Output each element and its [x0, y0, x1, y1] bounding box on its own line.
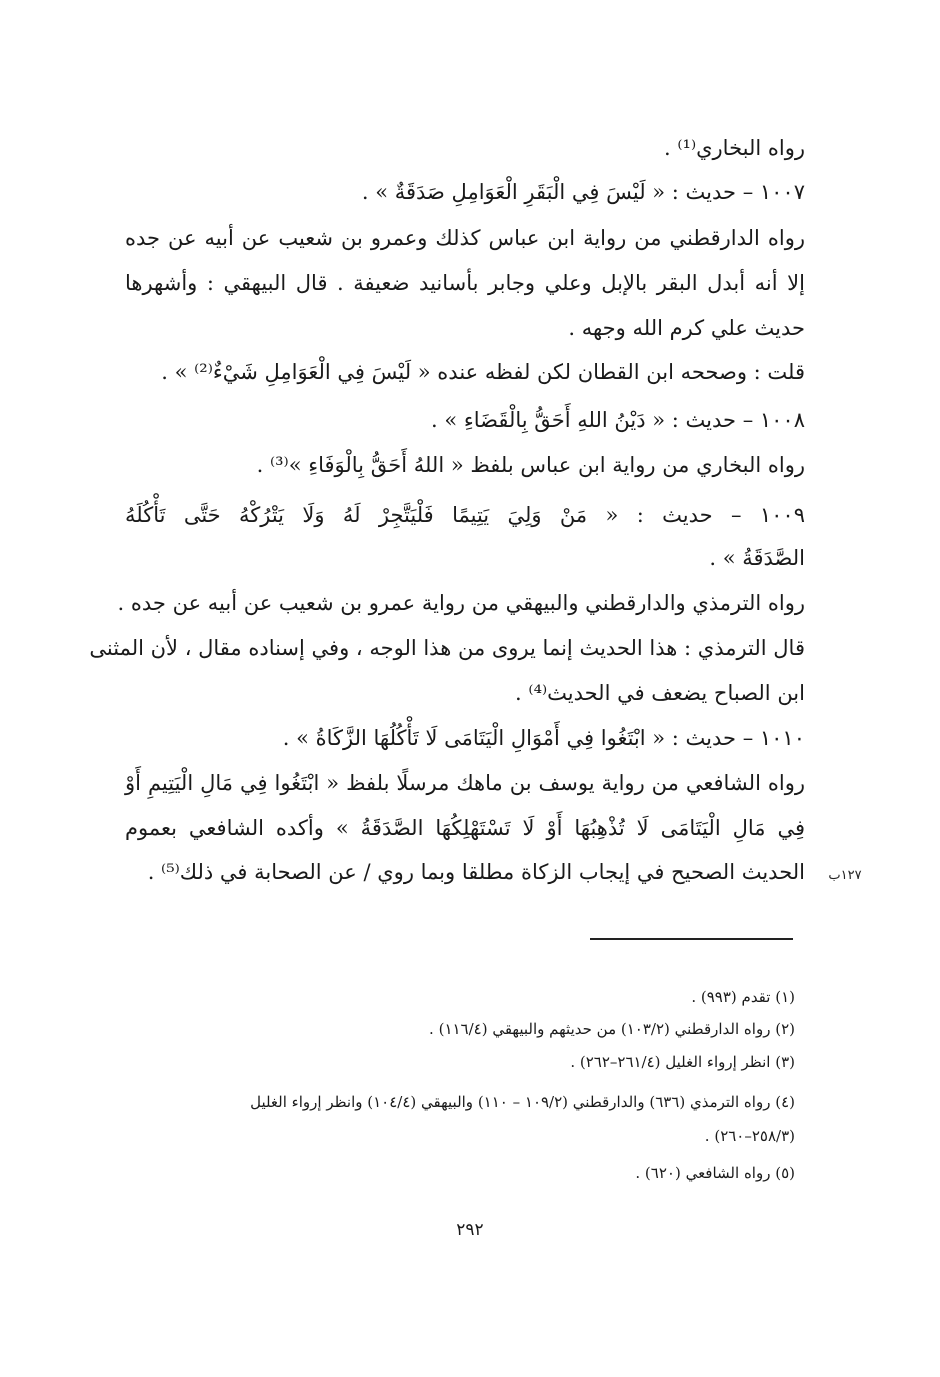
text-line: الصَّدَقَةُ » .	[709, 546, 805, 570]
footnote: (٥) رواه الشافعي (٦٢٠) .	[635, 1164, 795, 1182]
footnote-divider	[590, 938, 793, 940]
text-line: قلت : وصححه ابن القطان لكن لفظه عنده « لَيْسَ فِي الْعَوَامِلِ شَيْءٌ⁽²⁾ » .	[161, 360, 805, 384]
hadith-heading: ١٠٠٩ – حديث : « مَنْ وَلِيَ يَتِيمًا فَلْيَتَّجِرْ لَهُ وَلَا يَتْرُكْهُ حَتَّى تَأْكُلَهُ	[125, 503, 805, 527]
hadith-heading: ١٠٠٧ – حديث : « لَيْسَ فِي الْبَقَرِ الْعَوَامِلِ صَدَقَةٌ » .	[361, 180, 805, 204]
text-line: رواه الدارقطني من رواية ابن عباس كذلك وعمرو بن شعيب عن أبيه عن جده	[125, 226, 805, 250]
text-line: رواه البخاري من رواية ابن عباس بلفظ « اللهُ أَحَقُّ بِالْوَفَاءِ »⁽³⁾ .	[256, 453, 805, 477]
text-line: ابن الصباح يضعف في الحديث⁽⁴⁾ .	[515, 681, 805, 705]
footnote: (٤) رواه الترمذي (٦٣٦) والدارقطني (١٠٩/٢ – ١١٠) والبيهقي (١٠٤/٤) وانظر إرواء الغليل	[250, 1093, 795, 1111]
hadith-heading: ١٠١٠ – حديث : « ابْتَغُوا فِي أَمْوَالِ الْيَتَامَى لَا تَأْكُلُهَا الزَّكَاةُ » .	[282, 726, 805, 750]
text-line: رواه البخاري⁽¹⁾ .	[664, 136, 805, 160]
manuscript-folio-marker: ١٢٧ب	[828, 868, 862, 883]
text-line: رواه الشافعي من رواية يوسف بن ماهك مرسلًا بلفظ « ابْتَغُوا فِي مَالِ الْيَتِيمِ أَوْ	[125, 771, 805, 795]
footnote: (٢) رواه الدارقطني (١٠٣/٢) من حديثهم والبيهقي (١١٦/٤) .	[429, 1020, 795, 1038]
text-line: حديث علي كرم الله وجهه .	[568, 316, 805, 340]
text-line: الحديث الصحيح في إيجاب الزكاة مطلقا وبما روي / عن الصحابة في ذلك⁽⁵⁾ .	[147, 860, 805, 884]
footnote: (٣) انظر إرواء الغليل (٢٦١/٤–٢٦٢) .	[570, 1053, 795, 1071]
footnote: (١) تقدم (٩٩٣) .	[691, 988, 795, 1006]
text-line: فِي مَالِ الْيَتَامَى لَا تُذْهِبُهَا أَوْ لَا تَسْتَهْلِكُهَا الصَّدَقَةُ » وأكده الشافعي بعموم	[125, 816, 805, 840]
text-line: إلا أنه أبدل البقر بالإبل وعلي وجابر بأسانيد ضعيفة . قال البيهقي : وأشهرها	[125, 271, 805, 295]
footnote: (٢٥٨/٣–٢٦٠) .	[704, 1127, 795, 1145]
text-line: قال الترمذي : هذا الحديث إنما يروى من هذا الوجه ، وفي إسناده مقال ، لأن المثنى	[89, 636, 805, 660]
hadith-heading: ١٠٠٨ – حديث : « دَيْنُ اللهِ أَحَقُّ بِالْقَضَاءِ » .	[431, 408, 805, 432]
page-number: ٢٩٢	[456, 1220, 484, 1240]
text-line: رواه الترمذي والدارقطني والبيهقي من رواية عمرو بن شعيب عن أبيه عن جده .	[117, 591, 805, 615]
